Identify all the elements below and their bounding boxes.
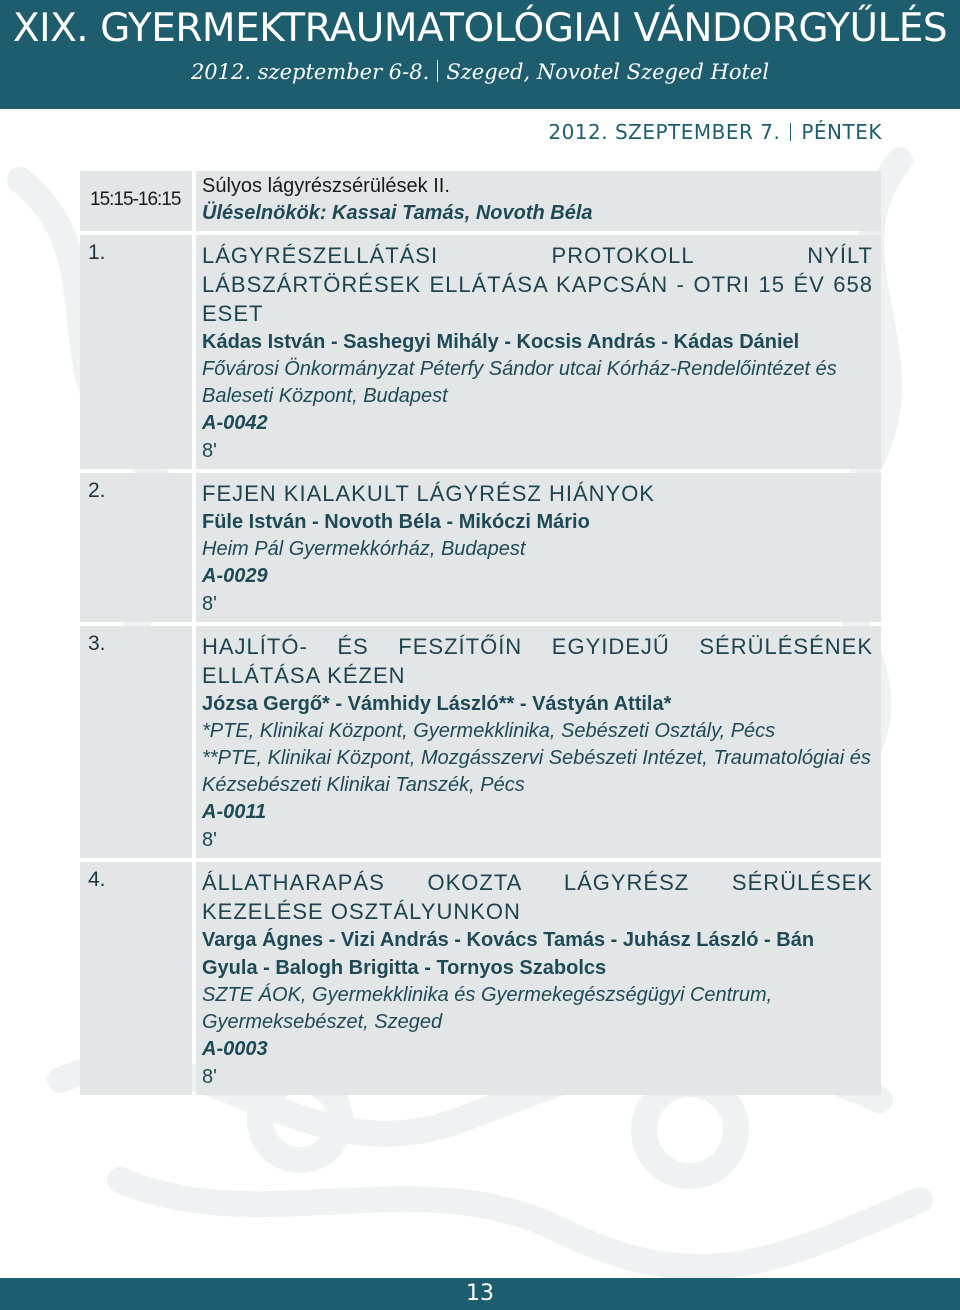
presentation-number: 4. (88, 868, 106, 891)
presentation-code: A-0029 (202, 565, 268, 587)
presentation-title: ÁLLATHARAPÁS OKOZTA LÁGYRÉSZ SÉRÜLÉSEK KEZELÉSE OSZTÁLYUNKON (202, 870, 873, 924)
presentation-cell (196, 235, 881, 469)
presentation-row (80, 862, 881, 1095)
presentation-cell (196, 626, 881, 858)
session-time-cell (80, 171, 192, 231)
presentation-title: LÁGYRÉSZELLÁTÁSI PROTOKOLL NYÍLT LÁBSZÁRTÖRÉSEK ELLÁTÁSA KAPCSÁN - OTRI 15 ÉV 658 ESET (202, 243, 873, 326)
presentation-number-cell (80, 473, 192, 622)
session-title: Súlyos lágyrészsérülések II. (202, 175, 450, 197)
presentation-code: A-0003 (202, 1038, 268, 1060)
presentation-title: FEJEN KIALAKULT LÁGYRÉSZ HIÁNYOK (202, 481, 655, 506)
day-weekday: PÉNTEK (801, 120, 882, 144)
presentation-institution: *PTE, Klinikai Központ, Gyermekklinika, Sebészeti Osztály, Pécs (202, 720, 776, 742)
presentation-number: 2. (88, 479, 106, 502)
footer-banner (0, 1278, 960, 1310)
session-chairs: Üléselnökök: Kassai Tamás, Novoth Béla (202, 202, 593, 224)
presentation-duration: 8' (202, 1066, 217, 1088)
presentation-number-cell (80, 626, 192, 858)
presentation-cell (196, 473, 881, 622)
subtitle-separator (437, 60, 438, 82)
presentation-institution: Fővárosi Önkormányzat Péterfy Sándor utcai Kórház-Rendelőintézet és Baleseti Központ, Budapest (202, 358, 837, 407)
presentation-duration: 8' (202, 593, 217, 615)
session-time: 15:15-16:15 (90, 189, 181, 210)
conference-date: 2012. szeptember 6-8. (190, 60, 430, 84)
presentation-code: A-0011 (202, 801, 267, 823)
presentation-authors: Kádas István - Sashegyi Mihály - Kocsis András - Kádas Dániel (202, 331, 800, 353)
conference-venue: Szeged, Novotel Szeged Hotel (446, 60, 770, 84)
presentation-number: 1. (88, 241, 106, 264)
presentation-row (80, 473, 881, 622)
presentation-duration: 8' (202, 829, 217, 851)
presentation-title: HAJLÍTÓ- ÉS FESZÍTŐÍN EGYIDEJŰ SÉRÜLÉSÉNEK ELLÁTÁSA KÉZEN (202, 634, 873, 688)
conference-title: XIX. GYERMEKTRAUMATOLÓGIAI VÁNDORGYŰLÉS (12, 6, 948, 51)
presentation-institution: **PTE, Klinikai Központ, Mozgásszervi Sebészeti Intézet, Traumatológiai és Kézsebészeti Klinikai Tanszék, Pécs (202, 747, 871, 796)
presentation-row (80, 235, 881, 469)
presentation-duration: 8' (202, 440, 217, 462)
presentation-authors: Józsa Gergő* - Vámhidy László** - Vástyán Attila* (202, 693, 672, 715)
presentation-authors: Varga Ágnes - Vizi András - Kovács Tamás - Juhász László - Bán Gyula - Balogh Brigitta - Tornyos Szabolcs (202, 929, 815, 979)
presentation-number: 3. (88, 632, 106, 655)
presentation-code: A-0042 (202, 412, 268, 434)
presentation-number-cell (80, 862, 192, 1095)
session-row (80, 171, 881, 231)
page-number: 13 (466, 1281, 494, 1306)
conference-subtitle (0, 60, 960, 84)
day-date: 2012. SZEPTEMBER 7. (548, 120, 781, 144)
presentation-number-cell (80, 235, 192, 469)
program-table (80, 171, 881, 1099)
presentation-institution: Heim Pál Gyermekkórház, Budapest (202, 538, 526, 560)
presentation-cell (196, 862, 881, 1095)
presentation-institution: SZTE ÁOK, Gyermekklinika és Gyermekegészségügyi Centrum, Gyermeksebészet, Szeged (202, 984, 773, 1033)
presentation-authors: Füle István - Novoth Béla - Mikóczi Mário (202, 511, 590, 533)
header-banner (0, 0, 960, 109)
presentation-row (80, 626, 881, 858)
day-separator (790, 123, 791, 141)
session-info-cell (196, 171, 881, 231)
day-heading (548, 120, 882, 144)
